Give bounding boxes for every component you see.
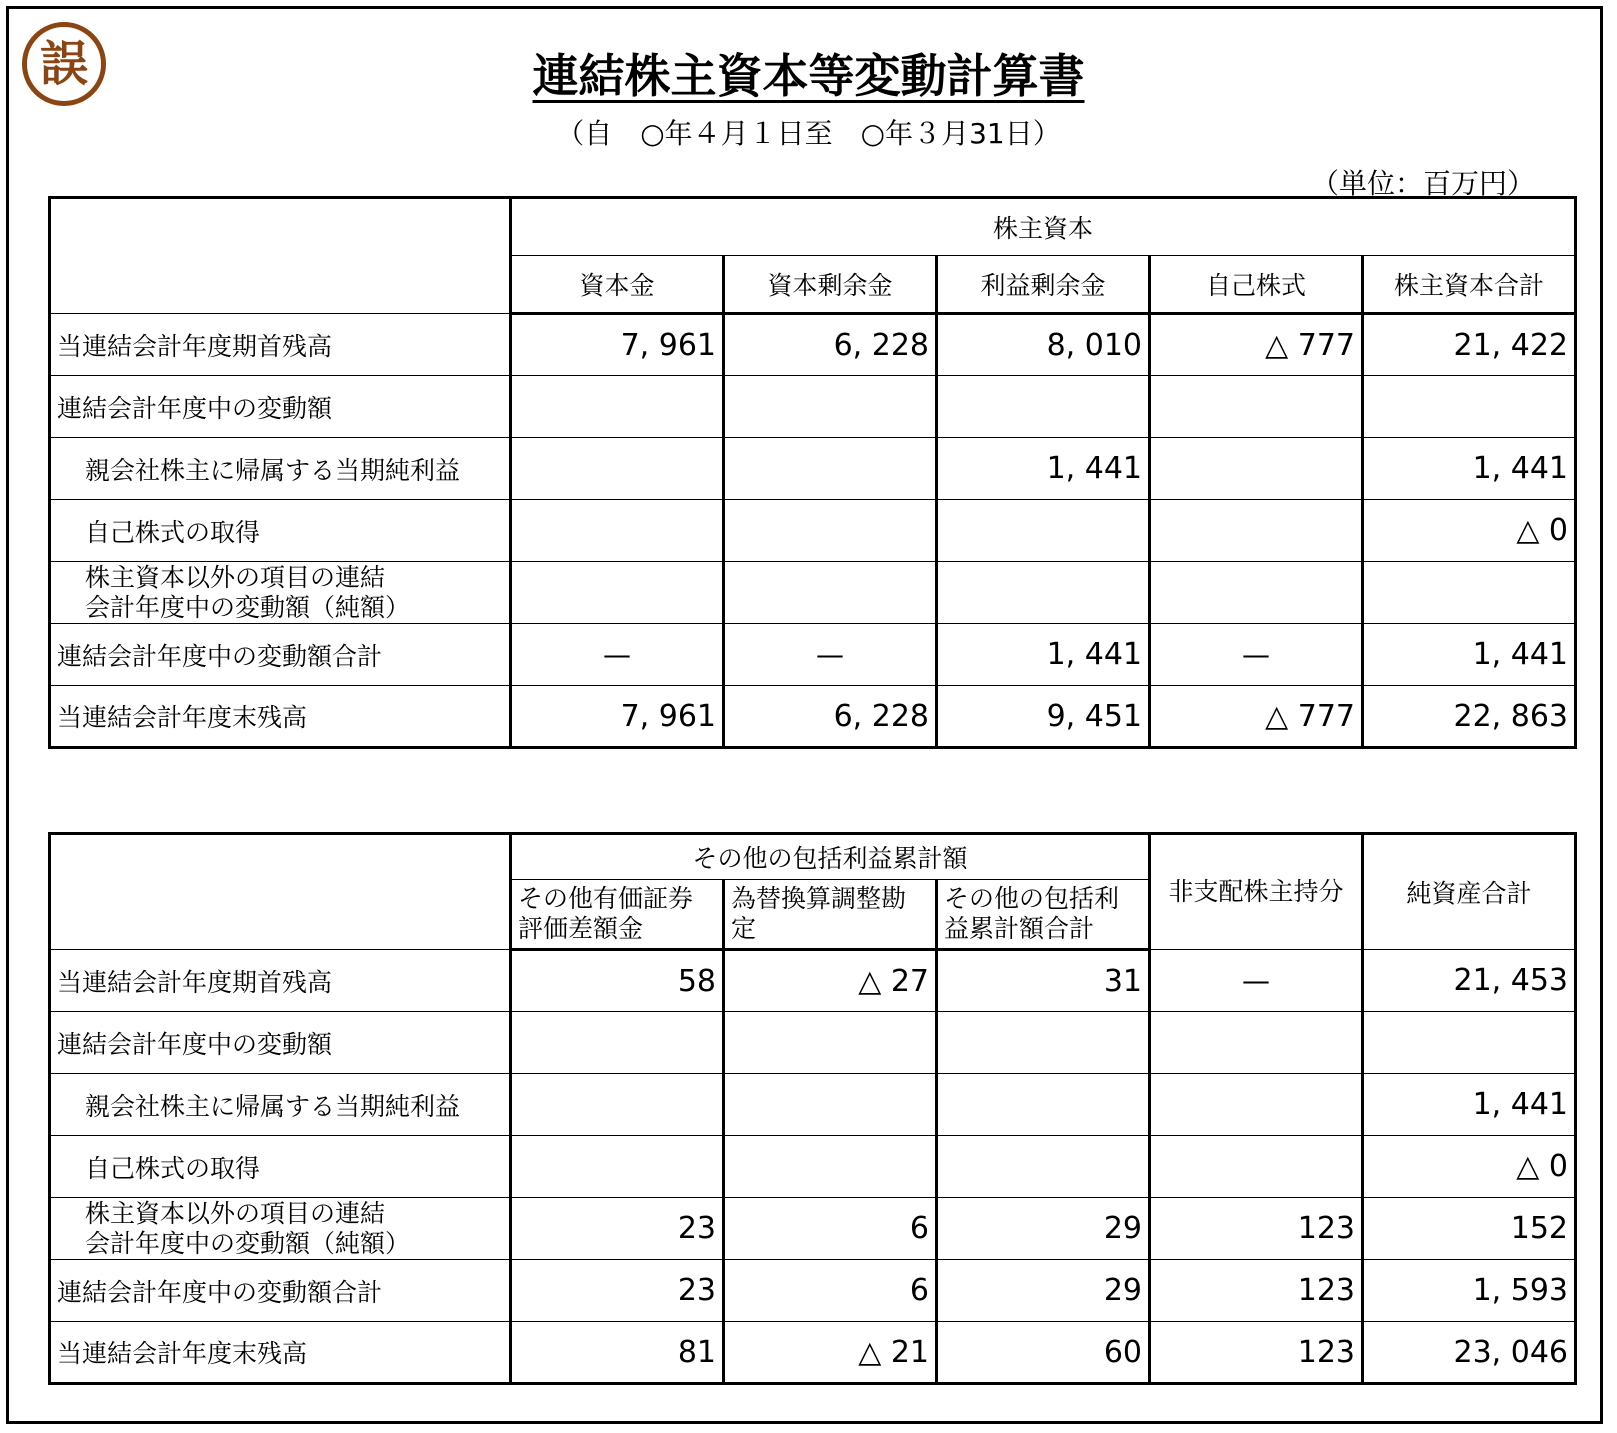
cell-value: 123 xyxy=(1150,1260,1363,1322)
row-label-line1: 株主資本以外の項目の連結 xyxy=(85,1198,386,1228)
shareholders-equity-table xyxy=(48,196,1577,749)
row-label: 当連結会計年度期首残高 xyxy=(50,314,511,376)
cell-value xyxy=(1150,500,1363,562)
cell-value xyxy=(937,1074,1150,1136)
table-row xyxy=(50,950,1576,1012)
cell-value: 23 xyxy=(511,1260,724,1322)
cell-value xyxy=(724,1136,937,1198)
cell-value: — xyxy=(1150,950,1363,1012)
t1-col-header-1: 資本剰余金 xyxy=(724,256,937,314)
table-row xyxy=(50,1012,1576,1074)
t2-col-header-2: その他の包括利益累計額合計 xyxy=(937,880,1150,950)
cell-value xyxy=(724,500,937,562)
row-label-line1: 株主資本以外の項目の連結 xyxy=(85,562,386,592)
table-row xyxy=(50,1322,1576,1384)
cell-value: 123 xyxy=(1150,1322,1363,1384)
cell-value xyxy=(511,376,724,438)
row-label: 当連結会計年度期首残高 xyxy=(50,950,511,1012)
cell-value: 152 xyxy=(1363,1198,1576,1260)
cell-value xyxy=(724,1012,937,1074)
cell-value xyxy=(1150,1074,1363,1136)
cell-value: 21, 422 xyxy=(1363,314,1576,376)
cell-value xyxy=(511,438,724,500)
cell-value xyxy=(1363,1012,1576,1074)
table-row xyxy=(50,1260,1576,1322)
cell-value: 123 xyxy=(1150,1198,1363,1260)
cell-value xyxy=(1150,562,1363,624)
cell-value: 1, 441 xyxy=(937,624,1150,686)
table-row xyxy=(50,1198,1576,1260)
row-label: 連結会計年度中の変動額合計 xyxy=(50,624,511,686)
row-label: 親会社株主に帰属する当期純利益 xyxy=(50,1074,511,1136)
table-row xyxy=(50,314,1576,376)
row-label: 連結会計年度中の変動額合計 xyxy=(50,1260,511,1322)
cell-value xyxy=(1363,562,1576,624)
cell-value: 6, 228 xyxy=(724,686,937,748)
table2-corner-cell xyxy=(50,834,511,950)
row-label-line2: 会計年度中の変動額（純額） xyxy=(85,592,411,622)
cell-value xyxy=(1150,1012,1363,1074)
row-label: 親会社株主に帰属する当期純利益 xyxy=(50,438,511,500)
cell-value: 29 xyxy=(937,1198,1150,1260)
t2-col-header-1: 為替換算調整勘定 xyxy=(724,880,937,950)
cell-value: △ 21 xyxy=(724,1322,937,1384)
cell-value: 58 xyxy=(511,950,724,1012)
cell-value: 1, 593 xyxy=(1363,1260,1576,1322)
cell-value: △ 777 xyxy=(1150,686,1363,748)
cell-value xyxy=(724,1074,937,1136)
t2-col-header-0: その他有価証券評価差額金 xyxy=(511,880,724,950)
cell-value xyxy=(937,376,1150,438)
row-label: 当連結会計年度末残高 xyxy=(50,686,511,748)
cell-value: △ 27 xyxy=(724,950,937,1012)
cell-value: 29 xyxy=(937,1260,1150,1322)
cell-value: 6 xyxy=(724,1260,937,1322)
cell-value: △ 0 xyxy=(1363,1136,1576,1198)
table-row xyxy=(50,500,1576,562)
table2-group-header: その他の包括利益累計額 xyxy=(511,834,1150,880)
row-label: 自己株式の取得 xyxy=(50,500,511,562)
row-label: 当連結会計年度末残高 xyxy=(50,1322,511,1384)
cell-value: △ 777 xyxy=(1150,314,1363,376)
cell-value xyxy=(724,376,937,438)
cell-value xyxy=(511,1136,724,1198)
cell-value: 23, 046 xyxy=(1363,1322,1576,1384)
cell-value: 1, 441 xyxy=(937,438,1150,500)
cell-value: 7, 961 xyxy=(511,686,724,748)
cell-value xyxy=(1150,438,1363,500)
cell-value: — xyxy=(1150,624,1363,686)
cell-value xyxy=(511,1012,724,1074)
table-row xyxy=(50,562,1576,624)
table1-group-header: 株主資本 xyxy=(511,198,1576,256)
row-label: 連結会計年度中の変動額 xyxy=(50,376,511,438)
cell-value: 81 xyxy=(511,1322,724,1384)
table-row xyxy=(50,1136,1576,1198)
cell-value: 31 xyxy=(937,950,1150,1012)
fiscal-period: （自 ○年４月１日至 ○年３月31日） xyxy=(556,117,1061,150)
row-label xyxy=(50,562,511,624)
cell-value: 23 xyxy=(511,1198,724,1260)
cell-value: 1, 441 xyxy=(1363,624,1576,686)
cell-value: 9, 451 xyxy=(937,686,1150,748)
cell-value: 8, 010 xyxy=(937,314,1150,376)
table1-corner-cell xyxy=(50,198,511,314)
row-label-line2: 会計年度中の変動額（純額） xyxy=(85,1228,411,1258)
cell-value xyxy=(724,562,937,624)
row-label xyxy=(50,1198,511,1260)
cell-value xyxy=(511,562,724,624)
cell-value: 7, 961 xyxy=(511,314,724,376)
table-row xyxy=(50,624,1576,686)
cell-value xyxy=(1150,376,1363,438)
cell-value xyxy=(937,500,1150,562)
cell-value: △ 0 xyxy=(1363,500,1576,562)
t2-col-header-3: 非支配株主持分 xyxy=(1150,834,1363,950)
cell-value: 1, 441 xyxy=(1363,438,1576,500)
t2-col-header-4: 純資産合計 xyxy=(1363,834,1576,950)
cell-value xyxy=(937,1136,1150,1198)
cell-value: 21, 453 xyxy=(1363,950,1576,1012)
table-row xyxy=(50,438,1576,500)
cell-value: 6 xyxy=(724,1198,937,1260)
unit-label: （単位：百万円） xyxy=(1310,167,1535,200)
title-text: 連結株主資本等変動計算書 xyxy=(532,49,1085,103)
table-row xyxy=(50,376,1576,438)
t1-col-header-4: 株主資本合計 xyxy=(1363,256,1576,314)
cell-value: 1, 441 xyxy=(1363,1074,1576,1136)
t1-col-header-0: 資本金 xyxy=(511,256,724,314)
cell-value xyxy=(1363,376,1576,438)
cell-value xyxy=(511,1074,724,1136)
error-stamp: 誤 xyxy=(22,22,106,106)
cell-value xyxy=(724,438,937,500)
cell-value xyxy=(937,562,1150,624)
t1-col-header-2: 利益剰余金 xyxy=(937,256,1150,314)
cell-value: — xyxy=(724,624,937,686)
cell-value: — xyxy=(511,624,724,686)
cell-value xyxy=(937,1012,1150,1074)
cell-value xyxy=(511,500,724,562)
document-title xyxy=(0,40,1617,106)
cell-value xyxy=(1150,1136,1363,1198)
t1-col-header-3: 自己株式 xyxy=(1150,256,1363,314)
cell-value: 22, 863 xyxy=(1363,686,1576,748)
row-label: 自己株式の取得 xyxy=(50,1136,511,1198)
table-row xyxy=(50,1074,1576,1136)
table-row xyxy=(50,686,1576,748)
row-label: 連結会計年度中の変動額 xyxy=(50,1012,511,1074)
cell-value: 60 xyxy=(937,1322,1150,1384)
other-comprehensive-income-table xyxy=(48,832,1577,1385)
cell-value: 6, 228 xyxy=(724,314,937,376)
